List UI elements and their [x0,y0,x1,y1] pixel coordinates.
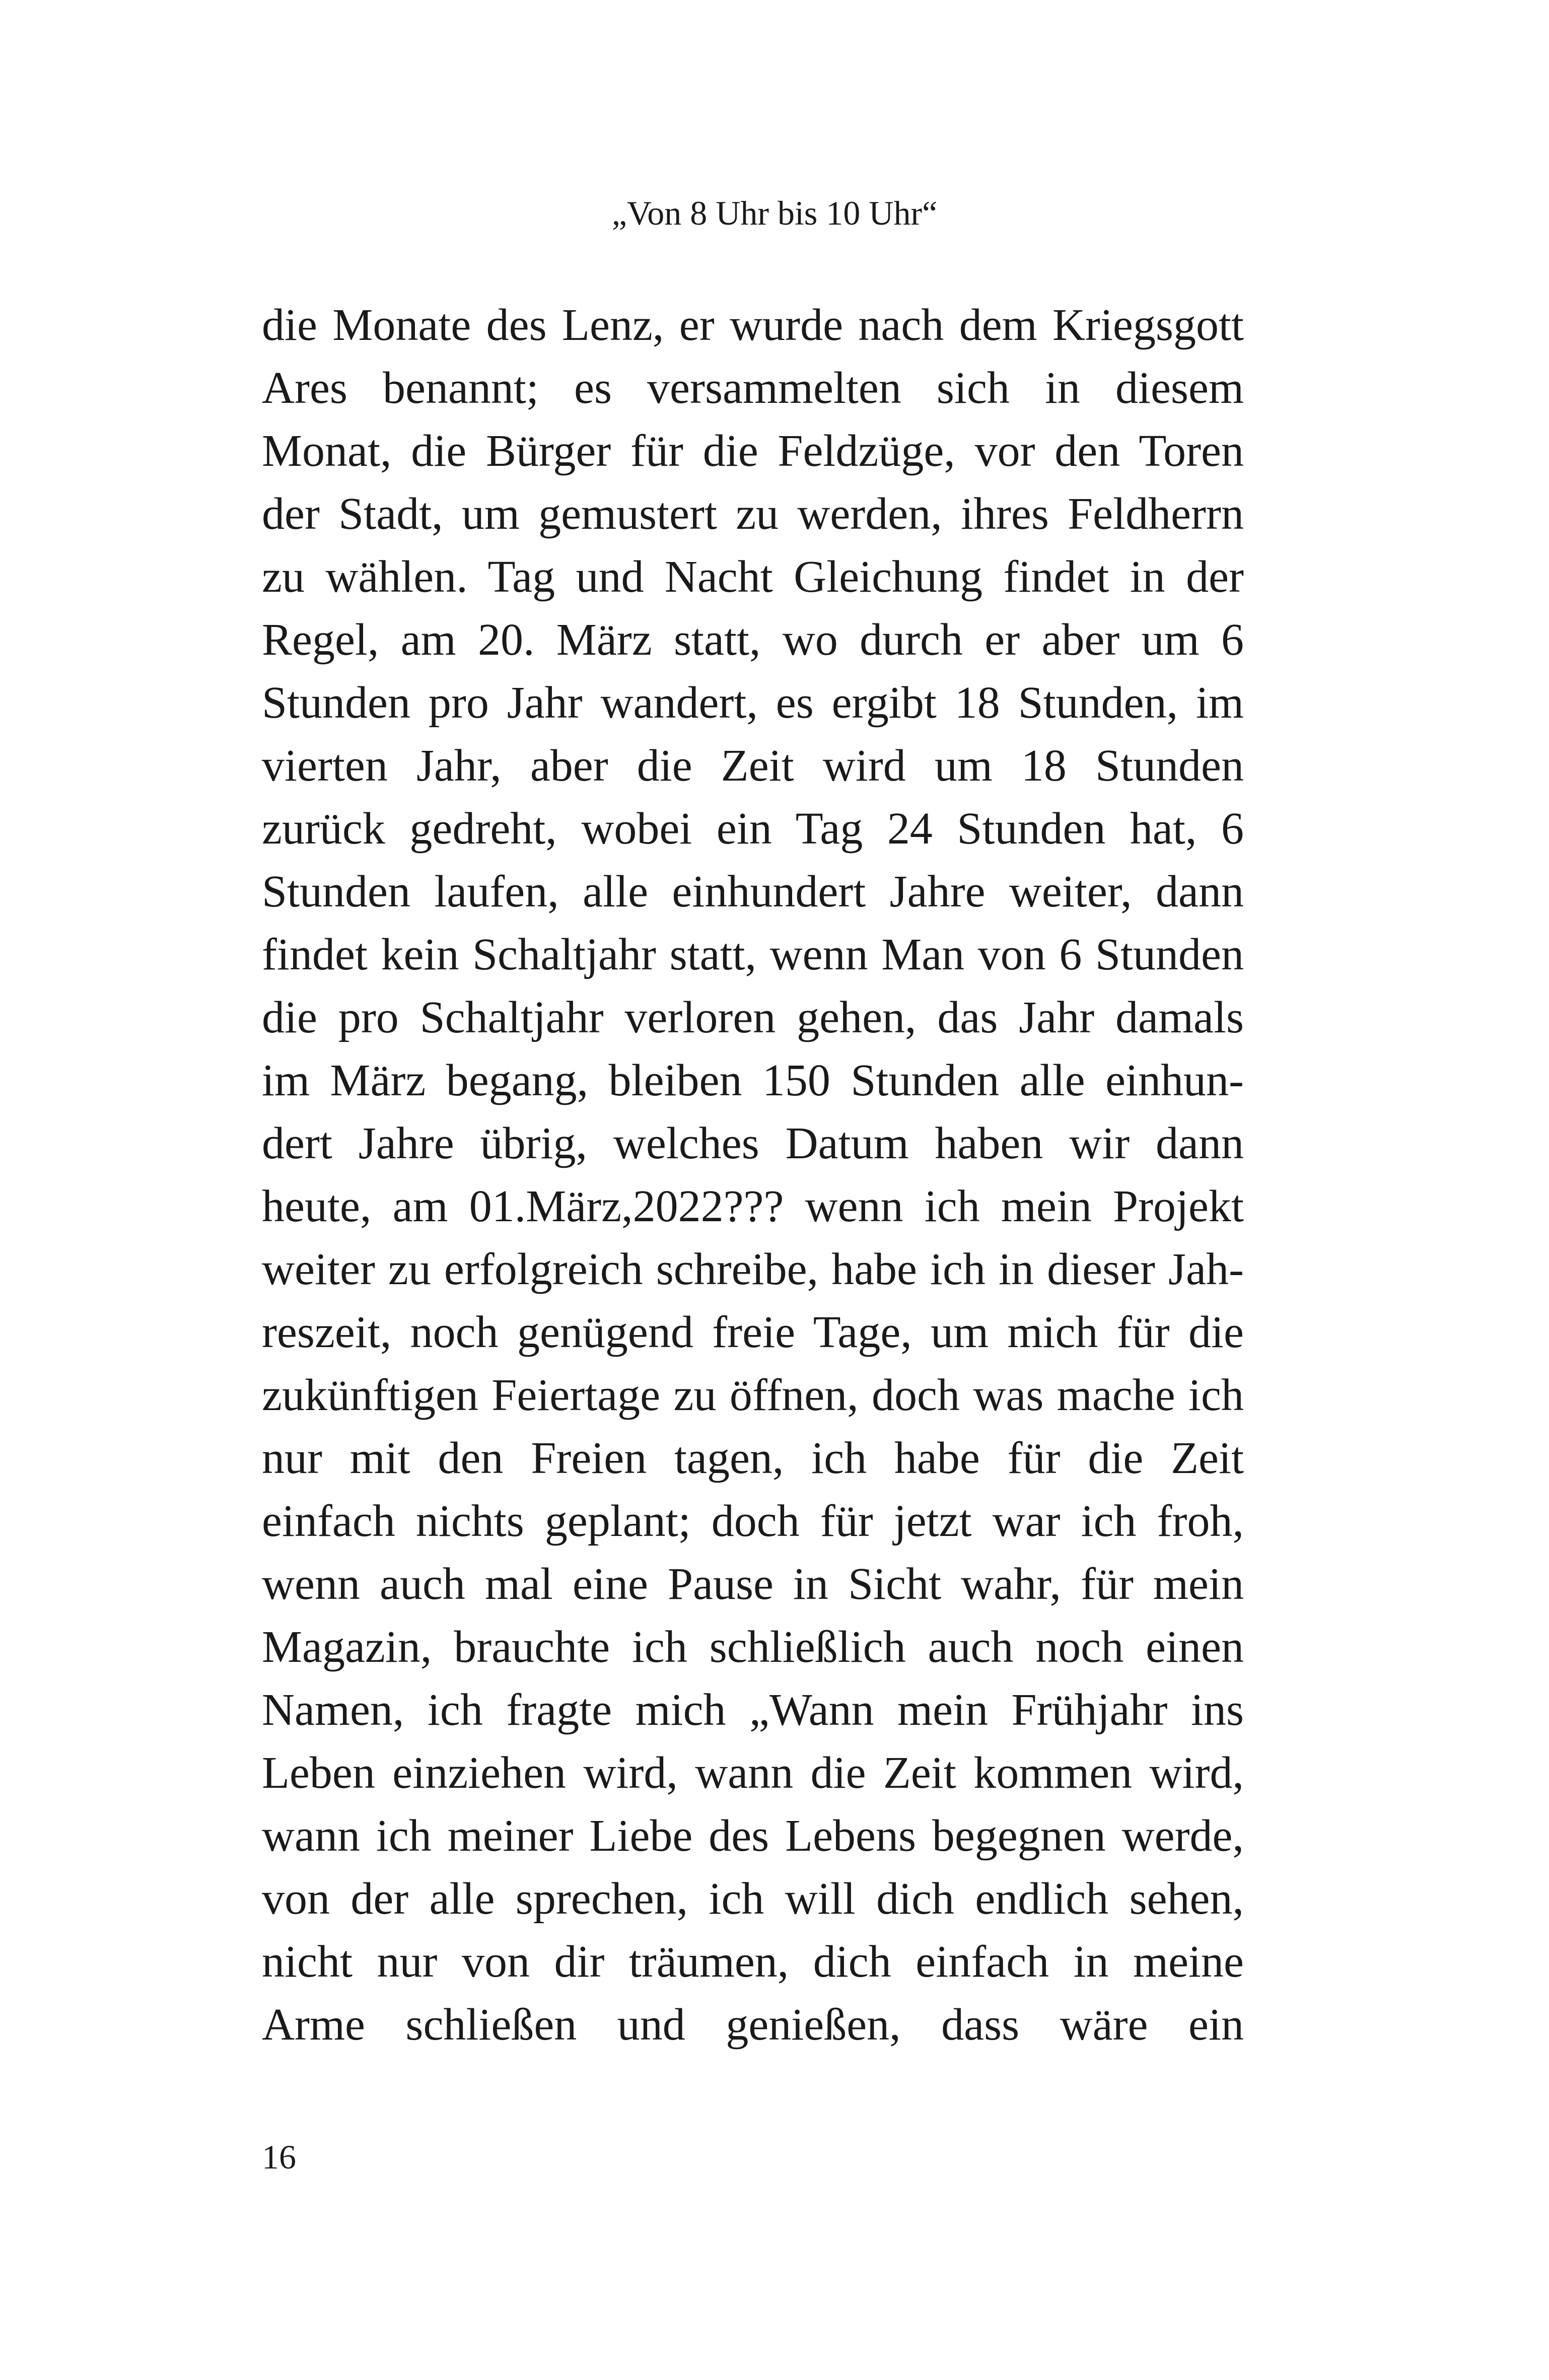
text-line: die Monate des Lenz, er wurde nach dem Kriegsgott [262,300,1244,350]
text-line: Leben einziehen wird, wann die Zeit kommen wird, [262,1748,1244,1798]
body-text [262,294,1244,2056]
text-line: zukünftigen Feiertage zu öffnen, doch was mache ich [262,1370,1244,1420]
text-line: dert Jahre übrig, welches Datum haben wir dann [262,1118,1244,1168]
text-line: nur mit den Freien tagen, ich habe für die Zeit [262,1433,1244,1483]
text-line: einfach nichts geplant; doch für jetzt war ich froh, [262,1496,1244,1546]
text-line: vierten Jahr, aber die Zeit wird um 18 Stunden [262,741,1244,791]
text-line: Monat, die Bürger für die Feldzüge, vor den Toren [262,426,1244,476]
text-line: weiter zu erfolgreich schreibe, habe ich in dieser Jah- [262,1244,1244,1294]
text-line: von der alle sprechen, ich will dich endlich sehen, [262,1874,1244,1924]
running-header: „Von 8 Uhr bis 10 Uhr“ [611,194,938,232]
text-line: Regel, am 20. März statt, wo durch er aber um 6 [262,615,1244,665]
text-line: nicht nur von dir träumen, dich einfach in meine [262,1937,1244,1987]
text-line: die pro Schaltjahr verloren gehen, das Jahr damals [262,993,1244,1042]
text-line: zurück gedreht, wobei ein Tag 24 Stunden hat, 6 [262,804,1244,854]
text-line: Ares benannt; es versammelten sich in diesem [262,363,1244,413]
text-line: im März begang, bleiben 150 Stunden alle einhun- [262,1056,1244,1105]
text-line: Namen, ich fragte mich „Wann mein Frühjahr ins [262,1685,1244,1735]
text-line: reszeit, noch genügend freie Tage, um mich für die [262,1307,1244,1357]
text-line: Magazin, brauchte ich schließlich auch noch einen [262,1622,1244,1672]
text-line: Stunden pro Jahr wandert, es ergibt 18 Stunden, im [262,678,1244,728]
text-line: wann ich meiner Liebe des Lebens begegnen werde, [262,1811,1244,1861]
text-line: wenn auch mal eine Pause in Sicht wahr, für mein [262,1559,1244,1609]
page-number: 16 [262,2138,296,2176]
text-line: zu wählen. Tag und Nacht Gleichung findet in der [262,552,1244,602]
text-line: Stunden laufen, alle einhundert Jahre weiter, dann [262,867,1244,917]
text-line: der Stadt, um gemustert zu werden, ihres Feldherrn [262,489,1244,539]
text-line: findet kein Schaltjahr statt, wenn Man von 6 Stunden [262,930,1244,979]
text-line: heute, am 01.März,2022??? wenn ich mein Projekt [262,1181,1244,1231]
text-line: Arme schließen und genießen, dass wäre ein [262,2000,1244,2050]
